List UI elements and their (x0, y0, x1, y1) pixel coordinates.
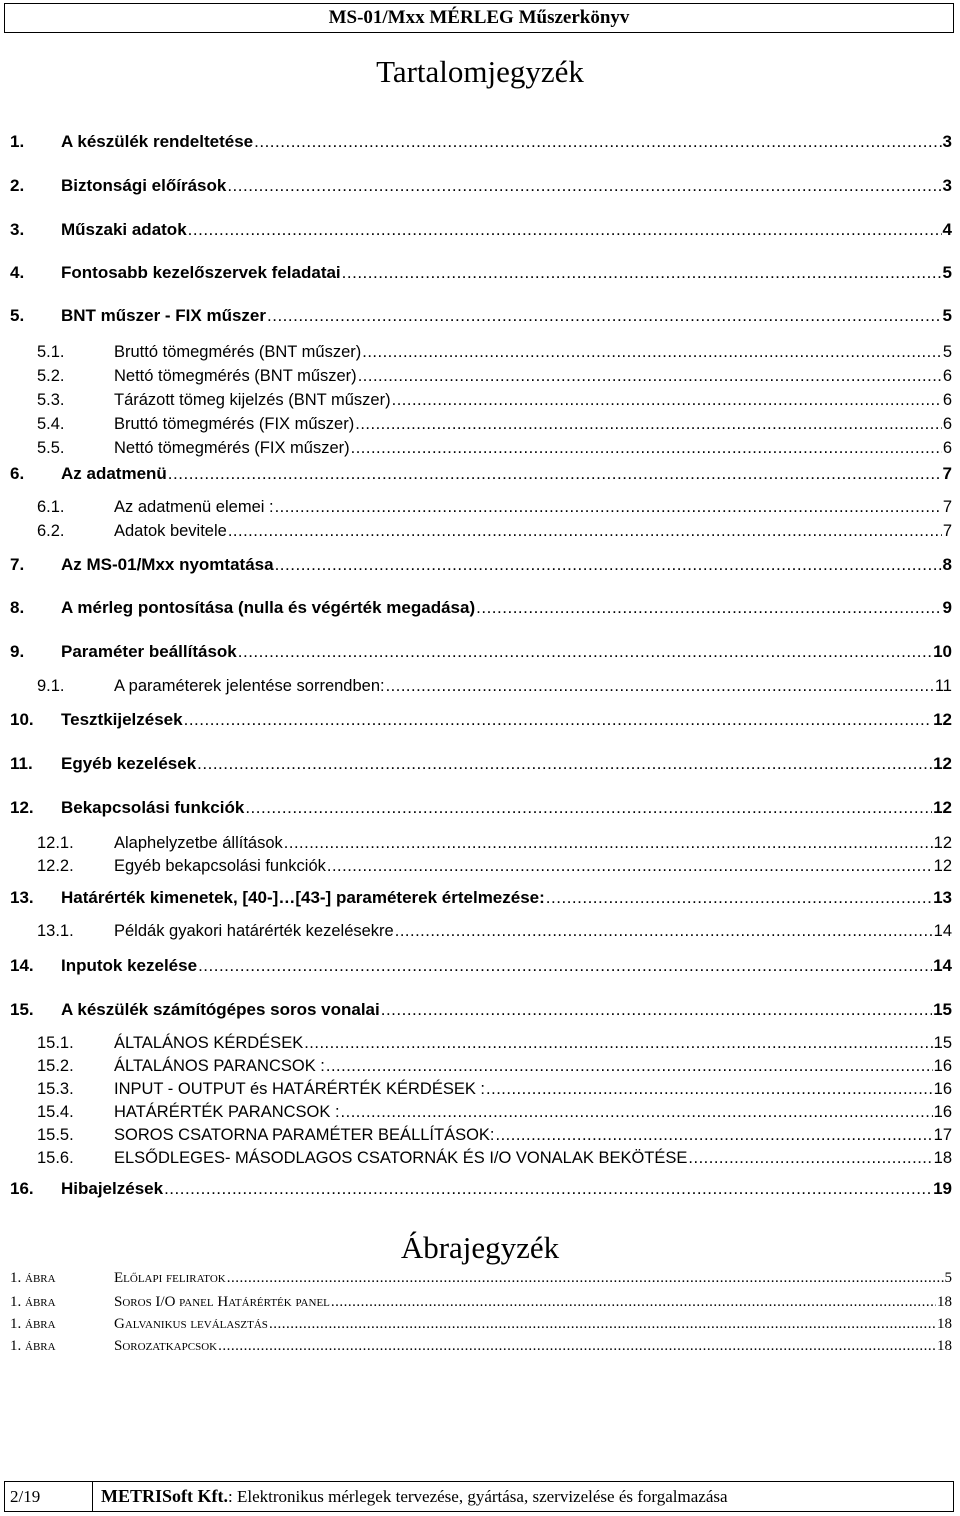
toc-entry-label: Az adatmenü (61, 464, 167, 483)
figure-entry-page: 18 (937, 1316, 952, 1332)
toc-entry-number: 5.1. (37, 343, 65, 361)
toc-entry-number: 5.2. (37, 367, 65, 385)
toc-entry[interactable] (10, 262, 952, 284)
footer-company: METRISoft Kft. (101, 1486, 228, 1506)
footer-description: : Elektronikus mérlegek tervezése, gyártása, szervizelése és forgalmazása (228, 1487, 728, 1506)
toc-entry-page: 3 (942, 176, 952, 195)
dot-leader (284, 832, 933, 854)
toc-entry-number: 15.2. (37, 1057, 74, 1075)
toc-entry-number: 6. (10, 464, 25, 483)
toc-entry-page: 14 (933, 956, 952, 975)
toc-entry-page: 6 (942, 391, 952, 409)
toc-entry-number: 10. (10, 710, 34, 729)
toc-entry[interactable] (37, 389, 952, 411)
toc-entry-label: Hibajelzések (61, 1179, 164, 1198)
toc-entry-number: 13. (10, 888, 34, 907)
dot-leader (304, 1032, 932, 1054)
dot-leader (496, 1124, 933, 1146)
toc-entry-label: Bruttó tömegmérés (FIX műszer) (114, 415, 355, 433)
toc-entry-label: BNT műszer - FIX műszer (61, 306, 266, 325)
toc-entry-number: 4. (10, 263, 25, 282)
toc-entry-page: 12 (933, 798, 952, 817)
figure-entry[interactable] (10, 1336, 952, 1356)
footer-page-number: 2/19 (5, 1482, 93, 1511)
toc-entry-page: 5 (942, 306, 952, 325)
running-header: MS-01/Mxx MÉRLEG Műszerkönyv (4, 3, 954, 33)
dot-leader (228, 520, 942, 542)
running-footer (4, 1481, 954, 1512)
toc-entry-page: 7 (942, 464, 952, 483)
toc-entry-label: Bekapcsolási funkciók (61, 798, 245, 817)
toc-entry-page: 4 (942, 220, 952, 239)
toc-entry-number: 9. (10, 642, 25, 661)
figure-entry-number: 1. ábra (10, 1316, 56, 1332)
toc-entry[interactable] (10, 887, 952, 909)
toc-entry-label: Az adatmenü elemei : (114, 498, 274, 516)
toc-entry[interactable] (10, 797, 952, 819)
dot-leader (269, 1314, 936, 1334)
toc-entry-page: 12 (933, 710, 952, 729)
dot-leader (164, 1178, 932, 1200)
toc-entry-label: A készülék számítógépes soros vonalai (61, 1000, 380, 1019)
figure-entry-label: Előlapi feliratok (114, 1270, 226, 1286)
toc-entry[interactable] (37, 341, 952, 363)
dot-leader (358, 365, 942, 387)
dot-leader (355, 413, 942, 435)
toc-entry-label: Alaphelyzetbe állítások (114, 834, 283, 852)
dot-leader (341, 1101, 933, 1123)
toc-entry-page: 12 (933, 754, 952, 773)
toc-entry[interactable] (10, 219, 952, 241)
figure-entry-page: 18 (937, 1294, 952, 1310)
toc-entry-page: 6 (942, 367, 952, 385)
toc-entry-label: SOROS CSATORNA PARAMÉTER BEÁLLÍTÁSOK: (114, 1126, 495, 1144)
toc-entry[interactable] (10, 597, 952, 619)
toc-entry-label: Tárázott tömeg kijelzés (BNT műszer) (114, 391, 391, 409)
toc-entry-number: 12.1. (37, 834, 74, 852)
toc-entry[interactable] (10, 753, 952, 775)
toc-entry-label: ELSŐDLEGES- MÁSODLAGOS CSATORNÁK ÉS I/O VONALAK BEKÖTÉSE (114, 1149, 688, 1167)
toc-entry-number: 6.2. (37, 522, 65, 540)
toc-entry[interactable] (10, 1178, 952, 1200)
figure-entry-number: 1. ábra (10, 1294, 56, 1310)
toc-entry-page: 3 (942, 132, 952, 151)
toc-entry-number: 12. (10, 798, 34, 817)
toc-entry-number: 15.1. (37, 1034, 74, 1052)
dot-leader (188, 219, 942, 241)
figure-entry-number: 1. ábra (10, 1270, 56, 1286)
dot-leader (227, 1268, 944, 1288)
toc-entry[interactable] (37, 1124, 952, 1146)
dot-leader (267, 305, 942, 327)
toc-entry-label: Fontosabb kezelőszervek feladatai (61, 263, 341, 282)
toc-entry-number: 5.4. (37, 415, 65, 433)
toc-entry-label: A paraméterek jelentése sorrendben: (114, 677, 385, 695)
figure-entry[interactable] (10, 1314, 952, 1334)
toc-entry-label: ÁLTALÁNOS KÉRDÉSEK (114, 1034, 304, 1052)
toc-entry-page: 19 (933, 1179, 952, 1198)
dot-leader (254, 131, 941, 153)
toc-entry[interactable] (10, 305, 952, 327)
toc-entry-page: 5 (942, 263, 952, 282)
toc-entry-page: 10 (933, 642, 952, 661)
figure-entry-page: 18 (937, 1338, 952, 1354)
toc-entry-label: HATÁRÉRTÉK PARANCSOK : (114, 1103, 340, 1121)
figure-entry[interactable] (10, 1268, 952, 1288)
toc-entry-number: 5. (10, 306, 25, 325)
toc-entry-page: 13 (933, 888, 952, 907)
dot-leader (476, 597, 941, 619)
dot-leader (227, 175, 941, 197)
toc-entry-number: 15.5. (37, 1126, 74, 1144)
toc-entry[interactable] (37, 1055, 952, 1077)
toc-entry[interactable] (37, 437, 952, 459)
toc-entry-label: Egyéb bekapcsolási funkciók (114, 857, 326, 875)
toc-entry[interactable] (37, 1147, 952, 1169)
toc-entry-page: 7 (942, 522, 952, 540)
dot-leader (688, 1147, 932, 1169)
toc-entry[interactable] (37, 365, 952, 387)
toc-entry-number: 6.1. (37, 498, 65, 516)
toc-entry-label: Műszaki adatok (61, 220, 187, 239)
toc-entry-number: 15.6. (37, 1149, 74, 1167)
toc-entry[interactable] (37, 832, 952, 854)
toc-entry-number: 11. (10, 754, 33, 773)
toc-entry-number: 9.1. (37, 677, 65, 695)
dot-leader (351, 437, 942, 459)
toc-entry-label: Egyéb kezelések (61, 754, 197, 773)
toc-entry-number: 8. (10, 598, 25, 617)
toc-entry-number: 15.3. (37, 1080, 74, 1098)
dot-leader (238, 641, 932, 663)
toc-entry[interactable] (37, 675, 952, 697)
toc-entry-label: Határérték kimenetek, [40-]…[43-] paraméterek értelmezése: (61, 888, 545, 907)
toc-entry-number: 7. (10, 555, 25, 574)
toc-entry-number: 14. (10, 956, 34, 975)
figure-entry-label: Soros I/O panel Határérték panel (114, 1294, 330, 1310)
dot-leader (362, 341, 942, 363)
toc-entry[interactable] (10, 463, 952, 485)
toc-entry-label: ÁLTALÁNOS PARANCSOK : (114, 1057, 325, 1075)
dot-leader (184, 709, 932, 731)
toc-entry-page: 16 (933, 1103, 952, 1121)
toc-entry[interactable] (37, 1078, 952, 1100)
dot-leader (218, 1336, 936, 1356)
toc-entry-label: Adatok bevitele (114, 522, 227, 540)
toc-entry-page: 12 (933, 857, 952, 875)
toc-entry[interactable] (37, 496, 952, 518)
toc-entry[interactable] (10, 554, 952, 576)
toc-entry-page: 14 (933, 922, 952, 940)
figure-entry-label: Sorozatkapcsok (114, 1338, 218, 1354)
toc-entry-label: Példák gyakori határérték kezelésekre (114, 922, 394, 940)
dot-leader (386, 675, 934, 697)
toc-entry-number: 15. (10, 1000, 34, 1019)
toc-entry-page: 16 (933, 1080, 952, 1098)
toc-entry-label: A mérleg pontosítása (nulla és végérték megadása) (61, 598, 476, 617)
toc-entry-label: INPUT - OUTPUT és HATÁRÉRTÉK KÉRDÉSEK : (114, 1080, 486, 1098)
toc-entry-number: 15.4. (37, 1103, 74, 1121)
toc-entry-number: 16. (10, 1179, 34, 1198)
toc-entry[interactable] (10, 709, 952, 731)
toc-entry-number: 13.1. (37, 922, 74, 940)
toc-entry-label: Nettó tömegmérés (BNT műszer) (114, 367, 357, 385)
toc-entry[interactable] (10, 999, 952, 1021)
dot-leader (392, 389, 942, 411)
toc-entry-page: 15 (933, 1000, 952, 1019)
toc-entry-label: A készülék rendeltetése (61, 132, 254, 151)
dot-leader (275, 554, 942, 576)
figure-entry-label: Galvanikus leválasztás (114, 1316, 268, 1332)
dot-leader (327, 855, 933, 877)
toc-entry-number: 2. (10, 176, 25, 195)
figure-entry[interactable] (10, 1292, 952, 1312)
toc-entry-label: Bruttó tömegmérés (BNT műszer) (114, 343, 362, 361)
toc-entry-page: 6 (942, 439, 952, 457)
toc-entry-number: 1. (10, 132, 25, 151)
figure-entry-page: 5 (944, 1270, 952, 1286)
dot-leader (326, 1055, 933, 1077)
toc-entry-label: Inputok kezelése (61, 956, 198, 975)
toc-entry[interactable] (37, 1101, 952, 1123)
toc-entry-page: 12 (933, 834, 952, 852)
dot-leader (198, 955, 932, 977)
toc-entry-label: Biztonsági előírások (61, 176, 227, 195)
toc-entry-label: Az MS-01/Mxx nyomtatása (61, 555, 274, 574)
dot-leader (275, 496, 942, 518)
toc-entry-label: Paraméter beállítások (61, 642, 237, 661)
toc-entry-number: 5.3. (37, 391, 65, 409)
figures-title: Ábrajegyzék (400, 1230, 560, 1265)
toc-entry-number: 3. (10, 220, 25, 239)
toc-entry-number: 12.2. (37, 857, 74, 875)
toc-entry-page: 18 (933, 1149, 952, 1167)
dot-leader (197, 753, 932, 775)
toc-entry-label: Tesztkijelzések (61, 710, 183, 729)
toc-entry[interactable] (10, 641, 952, 663)
toc-entry-page: 8 (942, 555, 952, 574)
dot-leader (168, 463, 942, 485)
toc-entry-page: 16 (933, 1057, 952, 1075)
toc-entry-page: 6 (942, 415, 952, 433)
toc-entry-page: 11 (934, 677, 952, 695)
toc-entry-page: 7 (942, 498, 952, 516)
toc-entry-page: 5 (942, 343, 952, 361)
toc-entry[interactable] (37, 413, 952, 435)
toc-entry[interactable] (10, 131, 952, 153)
footer-text (93, 1486, 728, 1507)
figure-entry-number: 1. ábra (10, 1338, 56, 1354)
toc-entry[interactable] (10, 175, 952, 197)
toc-entry-page: 9 (942, 598, 952, 617)
dot-leader (395, 920, 933, 942)
toc-entry-number: 5.5. (37, 439, 65, 457)
toc-entry[interactable] (37, 520, 952, 542)
toc-entry[interactable] (10, 955, 952, 977)
toc-entry-label: Nettó tömegmérés (FIX műszer) (114, 439, 350, 457)
dot-leader (342, 262, 942, 284)
toc-entry-page: 15 (933, 1034, 952, 1052)
dot-leader (381, 999, 932, 1021)
toc-entry[interactable] (37, 855, 952, 877)
toc-entry[interactable] (37, 1032, 952, 1054)
dot-leader (486, 1078, 933, 1100)
toc-title: Tartalomjegyzék (376, 54, 584, 89)
toc-entry[interactable] (37, 920, 952, 942)
dot-leader (546, 887, 932, 909)
dot-leader (245, 797, 932, 819)
toc-entry-page: 17 (933, 1126, 952, 1144)
dot-leader (331, 1292, 936, 1312)
